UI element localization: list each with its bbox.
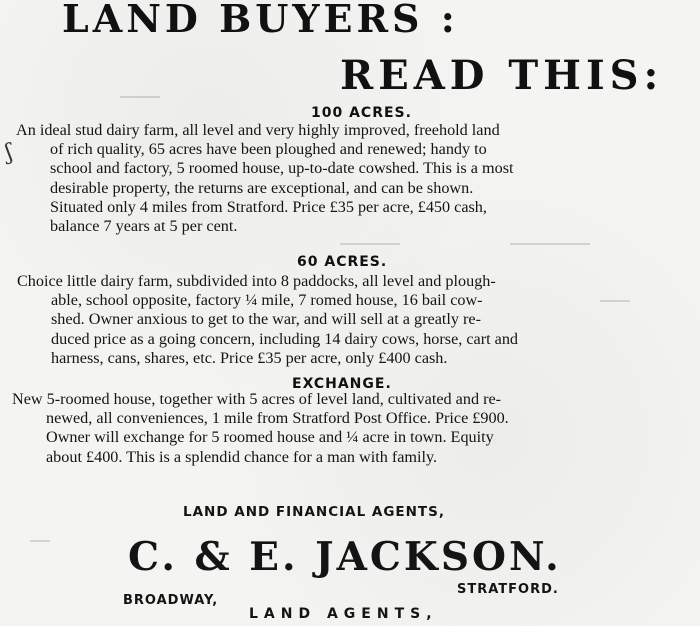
body-line: Owner will exchange for 5 roomed house and ¼ acre in town. Equity — [46, 428, 494, 447]
body-line: able, school opposite, factory ¼ mile, 7 romed house, 16 bail cow- — [51, 291, 483, 310]
firm-name: C. & E. JACKSON. — [128, 534, 562, 580]
body-line: newed, all conveniences, 1 mile from Stratford Post Office. Price £900. — [46, 409, 509, 428]
section-body-exchange — [12, 390, 687, 467]
margin-mark: ʃ — [3, 139, 15, 166]
body-line: harness, cans, shares, etc. Price £35 per acre, only £400 cash. — [51, 348, 448, 367]
body-line: desirable property, the returns are exceptional, and can be shown. — [50, 178, 474, 197]
body-line: of rich quality, 65 acres have been ploughed and renewed; handy to — [50, 140, 487, 159]
body-line: school and factory, 5 roomed house, up-to-date cowshed. This is a most — [50, 159, 514, 178]
section-heading-60-acres: 60 ACRES. — [297, 254, 388, 270]
print-speck — [120, 96, 160, 98]
body-line: Choice little dairy farm, subdivided into 8 paddocks, all level and plough- — [17, 272, 496, 290]
body-line: duced price as a going concern, including 14 dairy cows, horse, cart and — [51, 329, 519, 348]
headline-read-this: READ THIS: — [340, 52, 664, 99]
headline-land-buyers: LAND BUYERS : — [62, 0, 459, 41]
print-speck — [340, 243, 400, 245]
print-speck — [600, 300, 630, 302]
body-line: New 5-roomed house, together with 5 acres of level land, cultivated and re- — [12, 390, 502, 408]
body-line: shed. Owner anxious to get to the war, and will sell at a greatly re- — [51, 310, 481, 329]
body-line: An ideal stud dairy farm, all level and very highly improved, freehold land — [16, 121, 500, 139]
agents-bottom: LAND AGENTS, — [249, 606, 438, 622]
section-heading-100-acres: 100 ACRES. — [311, 105, 412, 121]
print-speck — [30, 540, 50, 542]
section-body-60-acres — [17, 272, 687, 368]
body-line: about £400. This is a splendid chance for a man with family. — [46, 447, 438, 466]
print-speck — [510, 243, 590, 245]
address-right: STRATFORD. — [457, 582, 559, 597]
section-heading-exchange: EXCHANGE. — [292, 376, 392, 392]
agents-line: LAND AND FINANCIAL AGENTS, — [183, 504, 445, 520]
body-line: balance 7 years at 5 per cent. — [50, 217, 238, 236]
body-line: Situated only 4 miles from Stratford. Price £35 per acre, £450 cash, — [50, 197, 487, 216]
section-body-100-acres — [16, 121, 686, 236]
address-left: BROADWAY, — [123, 593, 219, 608]
